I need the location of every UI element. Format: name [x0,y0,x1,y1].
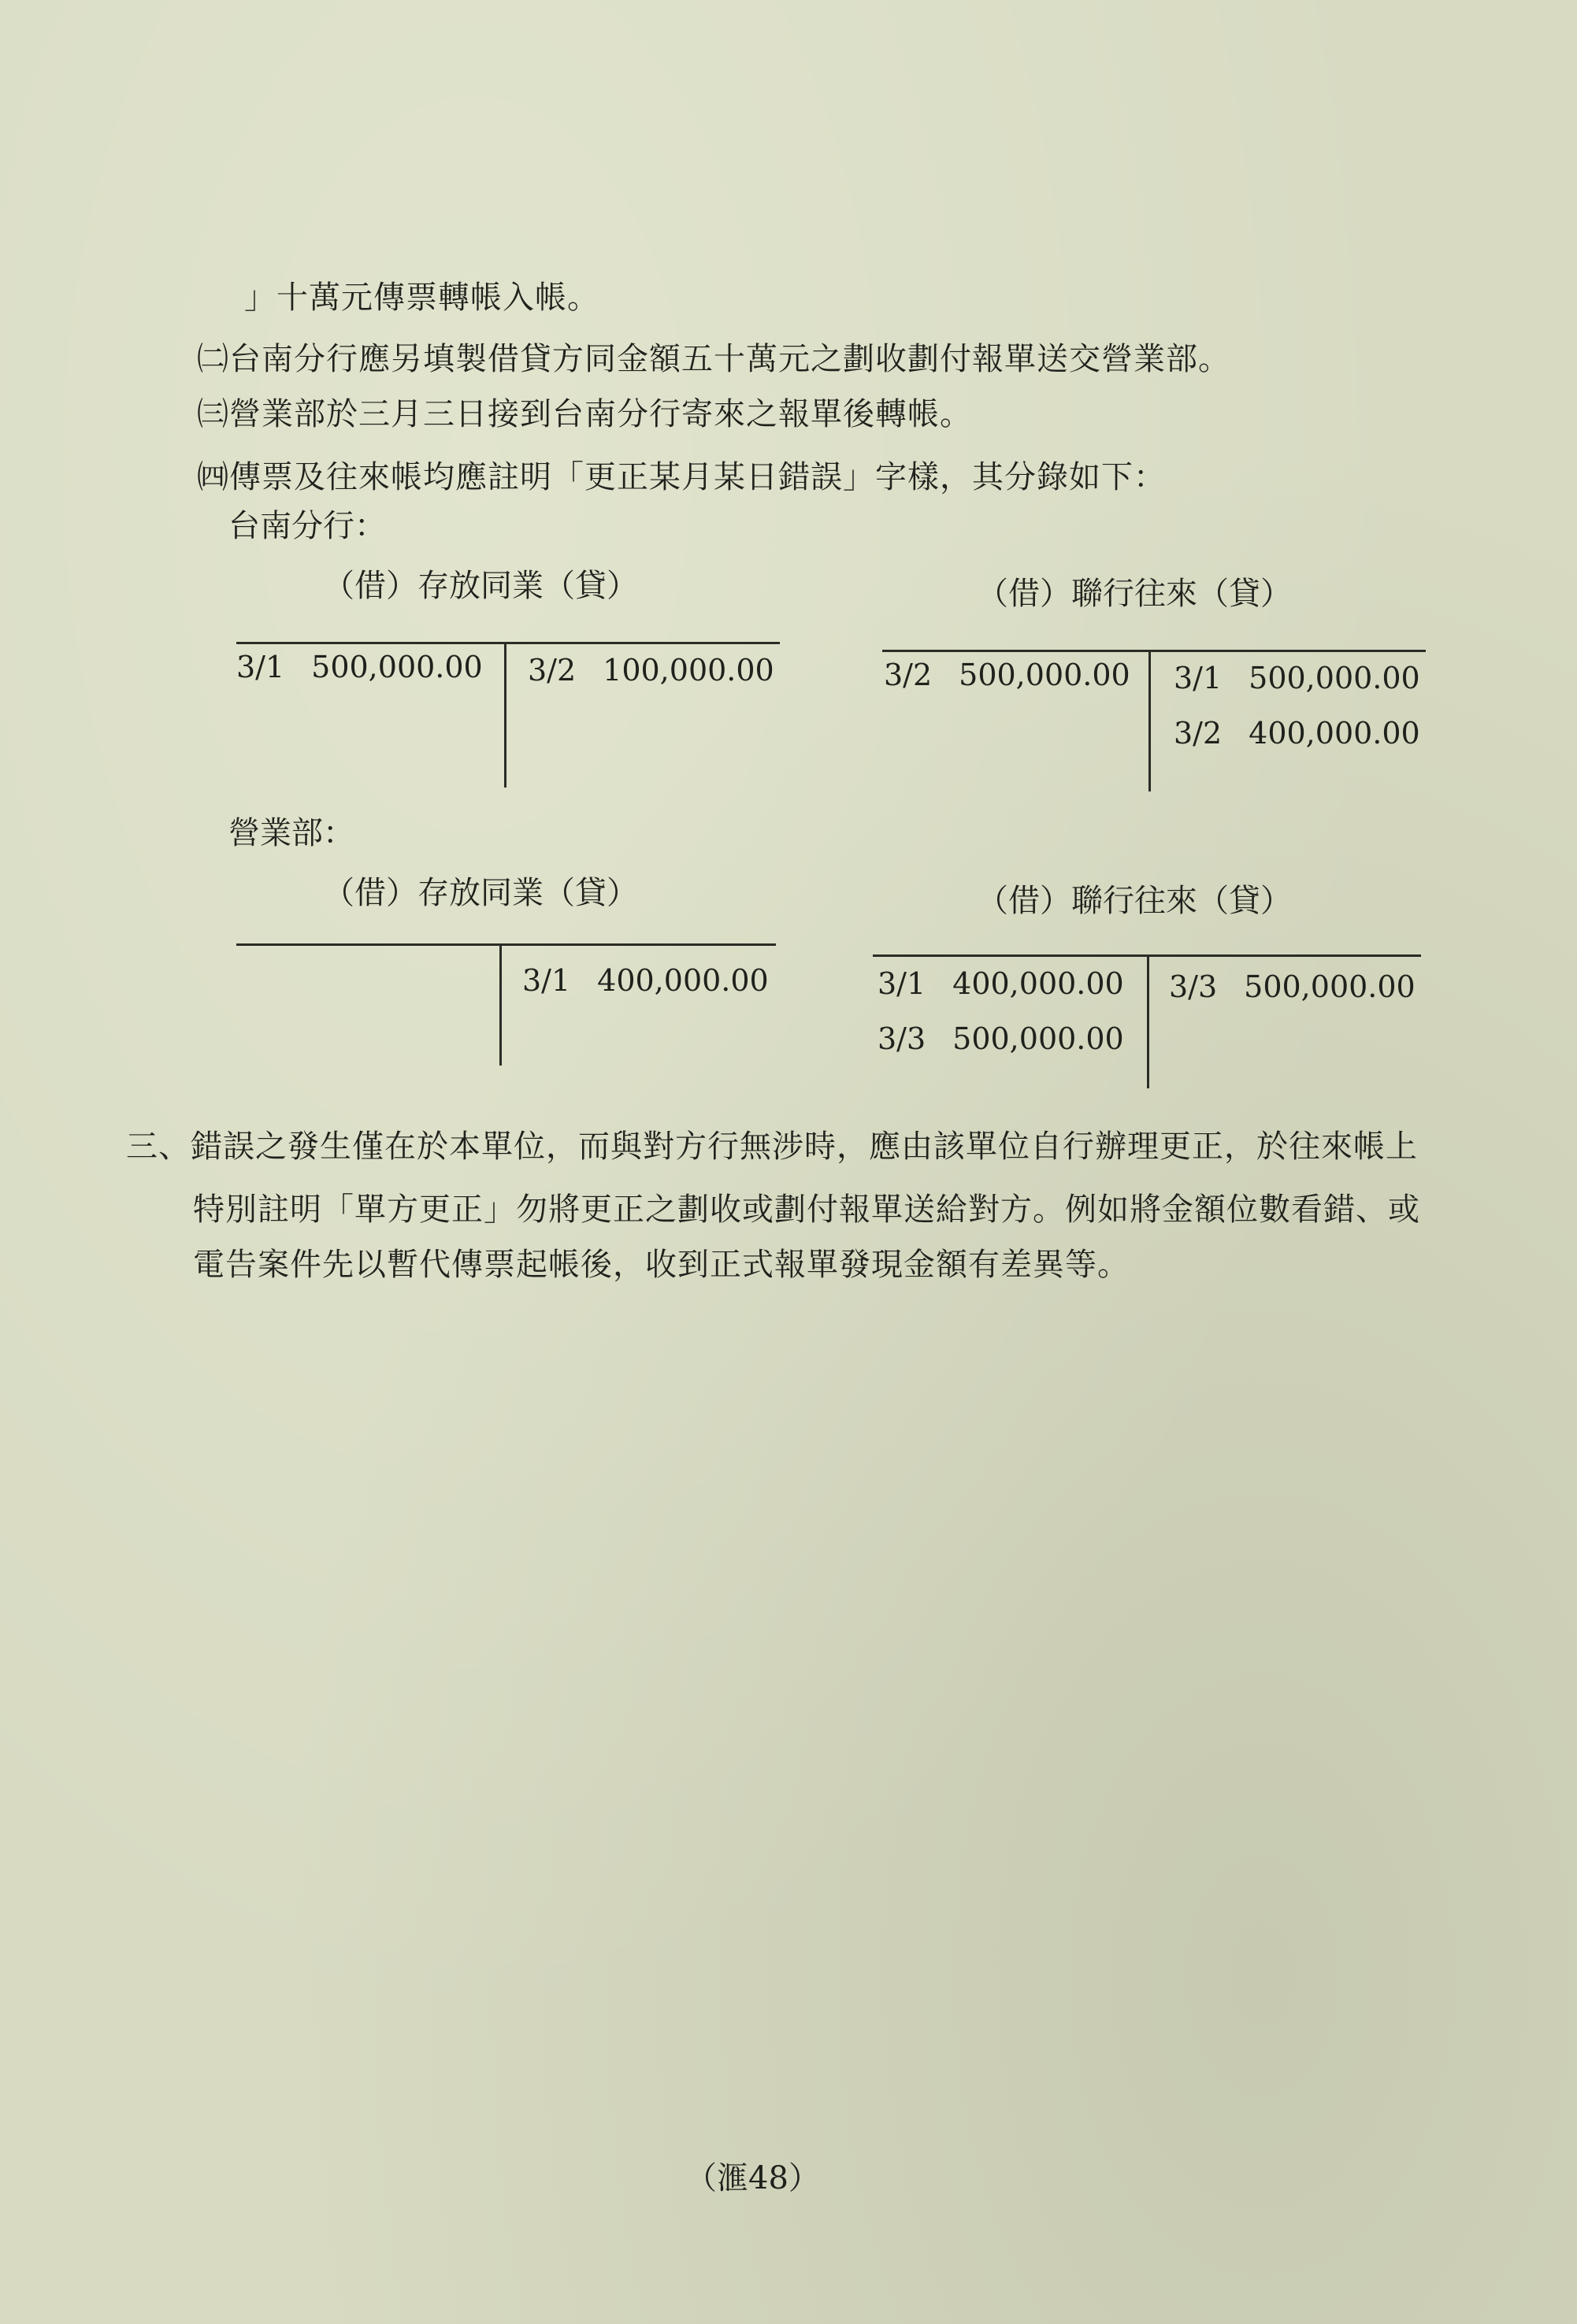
tainan-right-debit-entry: 3/2 500,000.00 [884,658,1130,692]
hq-left-account-divider [499,943,502,1066]
hq-left-account-topline [236,943,776,946]
hq-right-account-divider [1147,954,1149,1088]
hq-left-account-header: （借）存放同業（貸） [323,875,638,911]
tainan-right-credit-entry-1: 3/1 500,000.00 [1174,661,1420,695]
section-3-line-3: 電告案件先以暫代傳票起帳後，收到正式報單發現金額有差異等。 [193,1247,1130,1283]
page-number: （滙48） [685,2160,820,2196]
tainan-right-account-divider [1148,650,1151,791]
paragraph-item-2: ㈡台南分行應另填製借貸方同金額五十萬元之劃收劃付報單送交營業部。 [197,341,1230,377]
tainan-right-account-topline [882,650,1426,652]
hq-right-account-header: （借）聯行往來（貸） [977,883,1292,919]
hq-right-debit-entry-1: 3/1 400,000.00 [878,966,1124,1001]
hq-right-credit-entry: 3/3 500,000.00 [1169,969,1416,1004]
paragraph-item-3: ㈢營業部於三月三日接到台南分行寄來之報單後轉帳。 [197,396,972,432]
tainan-right-credit-entry-2: 3/2 400,000.00 [1174,716,1420,751]
tainan-left-credit-entry: 3/2 100,000.00 [528,653,774,688]
paragraph-item-4: ㈣傳票及往來帳均應註明「更正某月某日錯誤」字樣，其分錄如下： [197,459,1166,495]
tainan-left-account-header: （借）存放同業（貸） [323,568,638,604]
paragraph-continuation: 」十萬元傳票轉帳入帳。 [244,280,599,316]
hq-label: 營業部： [228,815,354,851]
section-3-line-1: 三、錯誤之發生僅在於本單位，而與對方行無涉時，應由該單位自行辦理更正，於往來帳上 [126,1129,1418,1165]
tainan-left-debit-entry: 3/1 500,000.00 [236,650,483,684]
tainan-label: 台南分行： [228,508,386,544]
hq-right-debit-entry-2: 3/3 500,000.00 [878,1021,1124,1056]
tainan-left-account-divider [504,642,506,788]
section-3-line-2: 特別註明「單方更正」勿將更正之劃收或劃付報單送給對方。例如將金額位數看錯、或 [193,1192,1420,1228]
tainan-right-account-header: （借）聯行往來（貸） [977,576,1292,612]
tainan-left-account-topline [236,642,780,644]
hq-left-credit-entry: 3/1 400,000.00 [522,963,769,998]
